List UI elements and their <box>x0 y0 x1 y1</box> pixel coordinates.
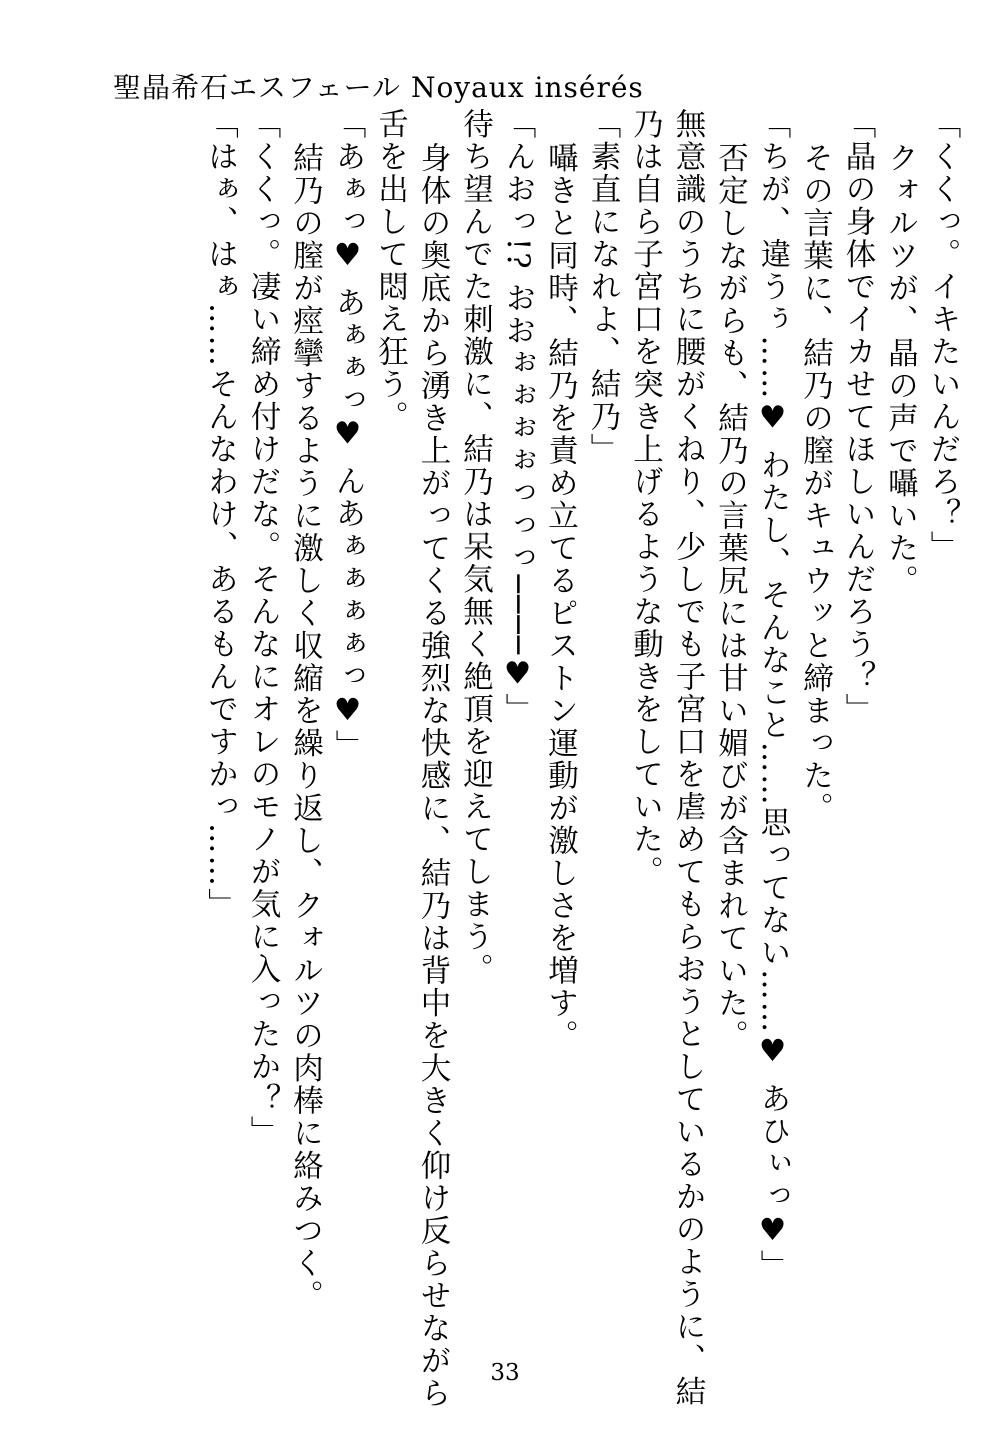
text-line: 「くくっ。凄い締め付けだな。そんなにオレのモノが気に入ったか？」 <box>245 108 280 1148</box>
text-line: クォルツが、晶の声で囁いた。 <box>882 141 918 597</box>
text-line: 囁きと同時、結乃を責め立てるピストン運動が激しさを増す。 <box>542 141 578 1052</box>
text-line: 「はぁ、はぁ……そんなわけ、あるもんですかっ……」 <box>202 108 238 921</box>
text-line: 乃は自ら子宮口を突き上げるような動きをしていた。 <box>627 108 663 888</box>
page-number: 33 <box>490 1360 520 1386</box>
text-line: 「晶の身体でイカせてほしいんだろう？」 <box>840 108 875 726</box>
text-line: 「んおっ!? おおぉぉぉぉっっっ────♥」 <box>500 108 535 726</box>
text-line: その言葉に、結乃の膣がキュウッと締まった。 <box>797 141 833 825</box>
text-line: 身体の奥底から湧き上がってくる強烈な快感に、結乃は背中を大きく仰け反らせながら <box>415 141 450 1410</box>
text-line: 「素直になれよ、結乃」 <box>585 108 620 466</box>
text-line: 「あぁっ♥ あぁぁっ♥ んあぁぁぁぁっ♥」 <box>330 108 365 763</box>
text-line: 「くくっ。イキたいんだろ？」 <box>925 108 960 563</box>
text-line: 「ちが、違うぅ……♥ わたし、そんなこと……思ってない……♥ あひぃっ♥」 <box>755 108 790 1283</box>
page-title: 聖晶希石エスフェール Noyaux insérés <box>113 71 644 104</box>
text-line: 無意識のうちに腰がくねり、少しでも子宮口を虐めてもらおうとしているかのように、結 <box>670 108 705 1408</box>
text-line: 舌を出して悶え狂う。 <box>372 108 408 433</box>
text-line: 否定しながらも、結乃の言葉尻には甘い媚びが含まれていた。 <box>712 141 748 1052</box>
text-line: 結乃の膣が痙攣するように激しく収縮を繰り返し、クォルツの肉棒に絡みつく。 <box>287 141 323 1312</box>
text-line: 待ち望んでた刺激に、結乃は呆気無く絶頂を迎えてしまう。 <box>457 108 493 986</box>
